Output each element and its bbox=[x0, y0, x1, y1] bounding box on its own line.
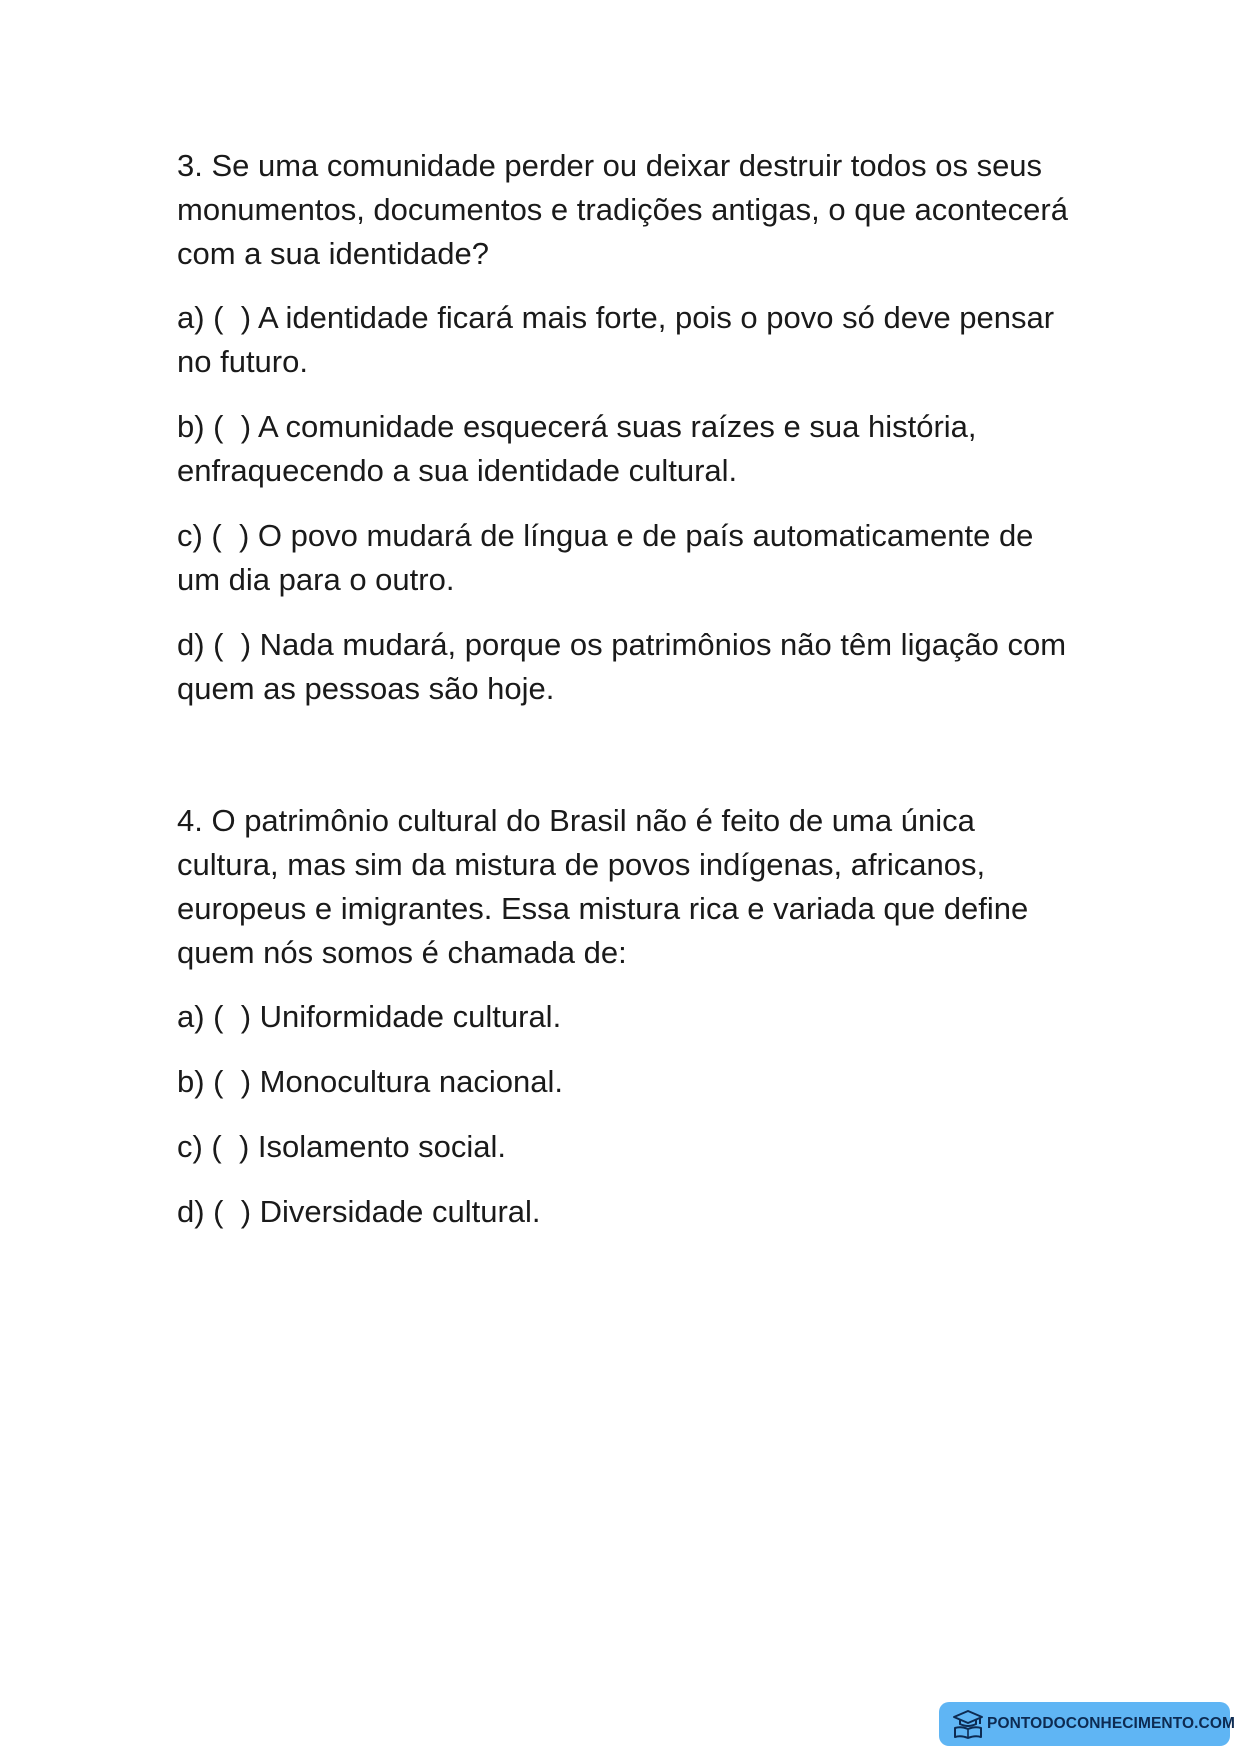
option-b: b) ( ) Monocultura nacional. bbox=[177, 1064, 563, 1099]
option-c: c) ( ) Isolamento social. bbox=[177, 1129, 507, 1164]
question-stem: 3. Se uma comunidade perder ou deixar destruir todos os seus monumentos, documentos e tradições antigas, o que acontecerá com a sua identidade? bbox=[177, 148, 1068, 271]
graduation-cap-book-icon bbox=[951, 1709, 985, 1739]
option-a: a) ( ) Uniformidade cultural. bbox=[177, 999, 562, 1034]
option-a: a) ( ) A identidade ficará mais forte, pois o povo só deve pensar no futuro. bbox=[177, 300, 1063, 379]
question-3 bbox=[177, 144, 1077, 732]
option-b: b) ( ) A comunidade esquecerá suas raízes e sua história, enfraquecendo a sua identidade cultural. bbox=[177, 409, 986, 488]
question-4 bbox=[177, 799, 1077, 1255]
site-badge[interactable] bbox=[939, 1702, 1236, 1746]
option-c: c) ( ) O povo mudará de língua e de país automaticamente de um dia para o outro. bbox=[177, 518, 1043, 597]
option-d: d) ( ) Nada mudará, porque os patrimônios não têm ligação com quem as pessoas são hoje. bbox=[177, 627, 1075, 706]
option-d: d) ( ) Diversidade cultural. bbox=[177, 1194, 541, 1229]
site-badge-label: PONTODOCONHECIMENTO.COM bbox=[987, 1715, 1236, 1732]
question-stem: 4. O patrimônio cultural do Brasil não é feito de uma única cultura, mas sim da mistura de povos indígenas, africanos, europeus e imigrantes. Essa mistura rica e variada que define quem nós somos é chamada de: bbox=[177, 803, 1029, 970]
